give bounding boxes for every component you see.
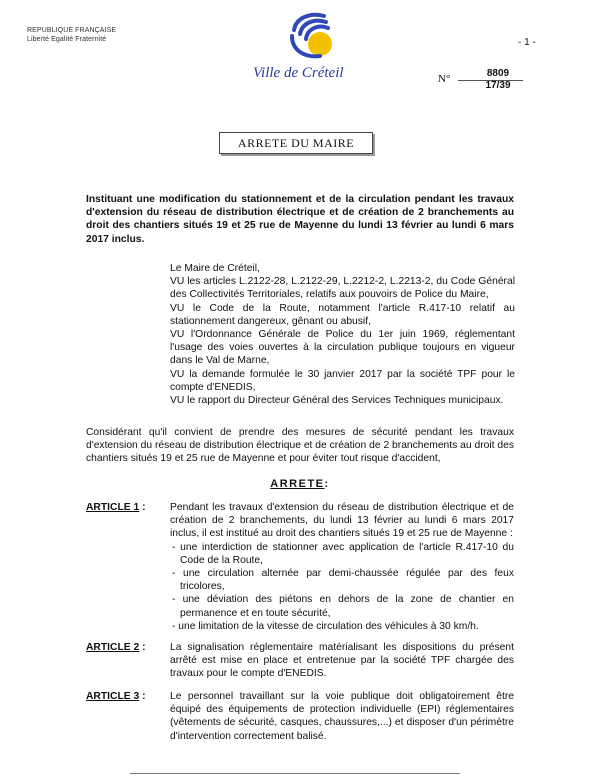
article-3-label — [86, 690, 146, 703]
decree-number-sub: 17/39 — [485, 80, 511, 91]
city-name: Ville de Créteil — [253, 65, 344, 81]
visa-line: VU la demande formulée le 30 janvier 2017 par la société TPF pour le compte d'ENEDIS, — [170, 368, 515, 393]
article-1-text: Pendant les travaux d'extension du réseau de distribution électrique et de création de 2 branchements, du lundi 13 février au lundi 6 mars 2017 inclus, il est institué au droit des chantiers situés 19 et 25 rue de Mayenne : — [170, 502, 514, 540]
number-label: N° — [438, 73, 451, 85]
article-1-label — [86, 501, 146, 514]
document-title: ARRETE DU MAIRE — [219, 132, 373, 154]
article-1 — [86, 501, 514, 633]
arrete-heading-colon: : — [324, 478, 330, 490]
visa-line: VU le Code de la Route, notamment l'article R.417-10 relatif au stationnement dangereux, gênant ou abusif, — [170, 302, 515, 327]
article-3-text: Le personnel travaillant sur la voie publique doit obligatoirement être équipé des équipements de protection individuelle (EPI) réglementaires (vêtements de sécurité, casques, chaussures,...) et disposer d'un périmètre d'intervention correctement balisé. — [170, 691, 514, 742]
article-1-item: - une limitation de la vitesse de circulation des véhicules à 30 km/h. — [172, 620, 479, 632]
considerant-paragraph: Considérant qu'il convient de prendre des mesures de sécurité pendant les travaux d'extension du réseau de distribution électrique et de création de 2 branchements au droit des chantiers situés 19 et 25 rue de Mayenne et pour éviter tout risque d'accident, — [86, 427, 514, 465]
article-2-label-text: ARTICLE 2 — [86, 642, 140, 653]
article-2 — [86, 641, 514, 681]
visa-line: VU les articles L.2122-28, L.2122-29, L.2212-2, L.2213-2, du Code Général des Collectivités Territoriales, relatifs aux pouvoirs de Police du Maire, — [170, 276, 515, 301]
visa-line: VU le rapport du Directeur Général des Services Techniques municipaux. — [170, 395, 504, 407]
republic-line-2: Liberté Egalité Fraternité — [27, 36, 107, 43]
article-2-label — [86, 641, 146, 654]
republic-line-1: REPUBLIQUE FRANÇAISE — [27, 27, 117, 34]
footer-divider — [130, 773, 460, 774]
decree-number-value: 8809 — [486, 68, 510, 79]
article-2-colon: : — [142, 642, 146, 653]
visa-line: VU l'Ordonnance Générale de Police du 1er juin 1969, réglementant l'usage des voies ouvertes à la circulation publique toujours en vigueur dans le Val de Marne, — [170, 329, 515, 367]
republic-header — [27, 26, 116, 44]
arrete-heading — [86, 478, 514, 490]
arrete-heading-text: ARRETE — [270, 478, 325, 490]
article-1-colon: : — [142, 502, 146, 513]
article-3 — [86, 690, 514, 743]
article-3-colon: : — [142, 691, 146, 702]
creteil-logo-icon — [280, 8, 340, 64]
article-1-item: - une déviation des piétons en dehors de la zone de chantier en permanence et en toute sécurité, — [172, 594, 514, 619]
article-1-item: - une interdiction de stationner avec application de l'article R.417-10 du Code de la Route, — [172, 541, 514, 566]
number-underline — [458, 80, 523, 81]
intro-paragraph: Instituant une modification du stationnement et de la circulation pendant les travaux d'extension du réseau de distribution électrique et de création de 2 branchements au droit des chantiers situés 19 et 25 rue de Mayenne du lundi 13 février au lundi 6 mars 2017 inclus. — [86, 194, 514, 245]
article-1-item: - une circulation alternée par demi-chaussée régulée par des feux tricolores, — [172, 568, 514, 593]
page-number: - 1 - — [518, 37, 536, 48]
visas-block — [170, 262, 515, 407]
article-1-label-text: ARTICLE 1 — [86, 502, 140, 513]
article-2-text: La signalisation réglementaire matérialisant les dispositions du présent arrêté est mise en place et entretenue par la société TPF chargée des travaux pour le compte d'ENEDIS. — [170, 642, 514, 680]
visa-line: Le Maire de Créteil, — [170, 263, 260, 274]
article-3-label-text: ARTICLE 3 — [86, 691, 140, 702]
